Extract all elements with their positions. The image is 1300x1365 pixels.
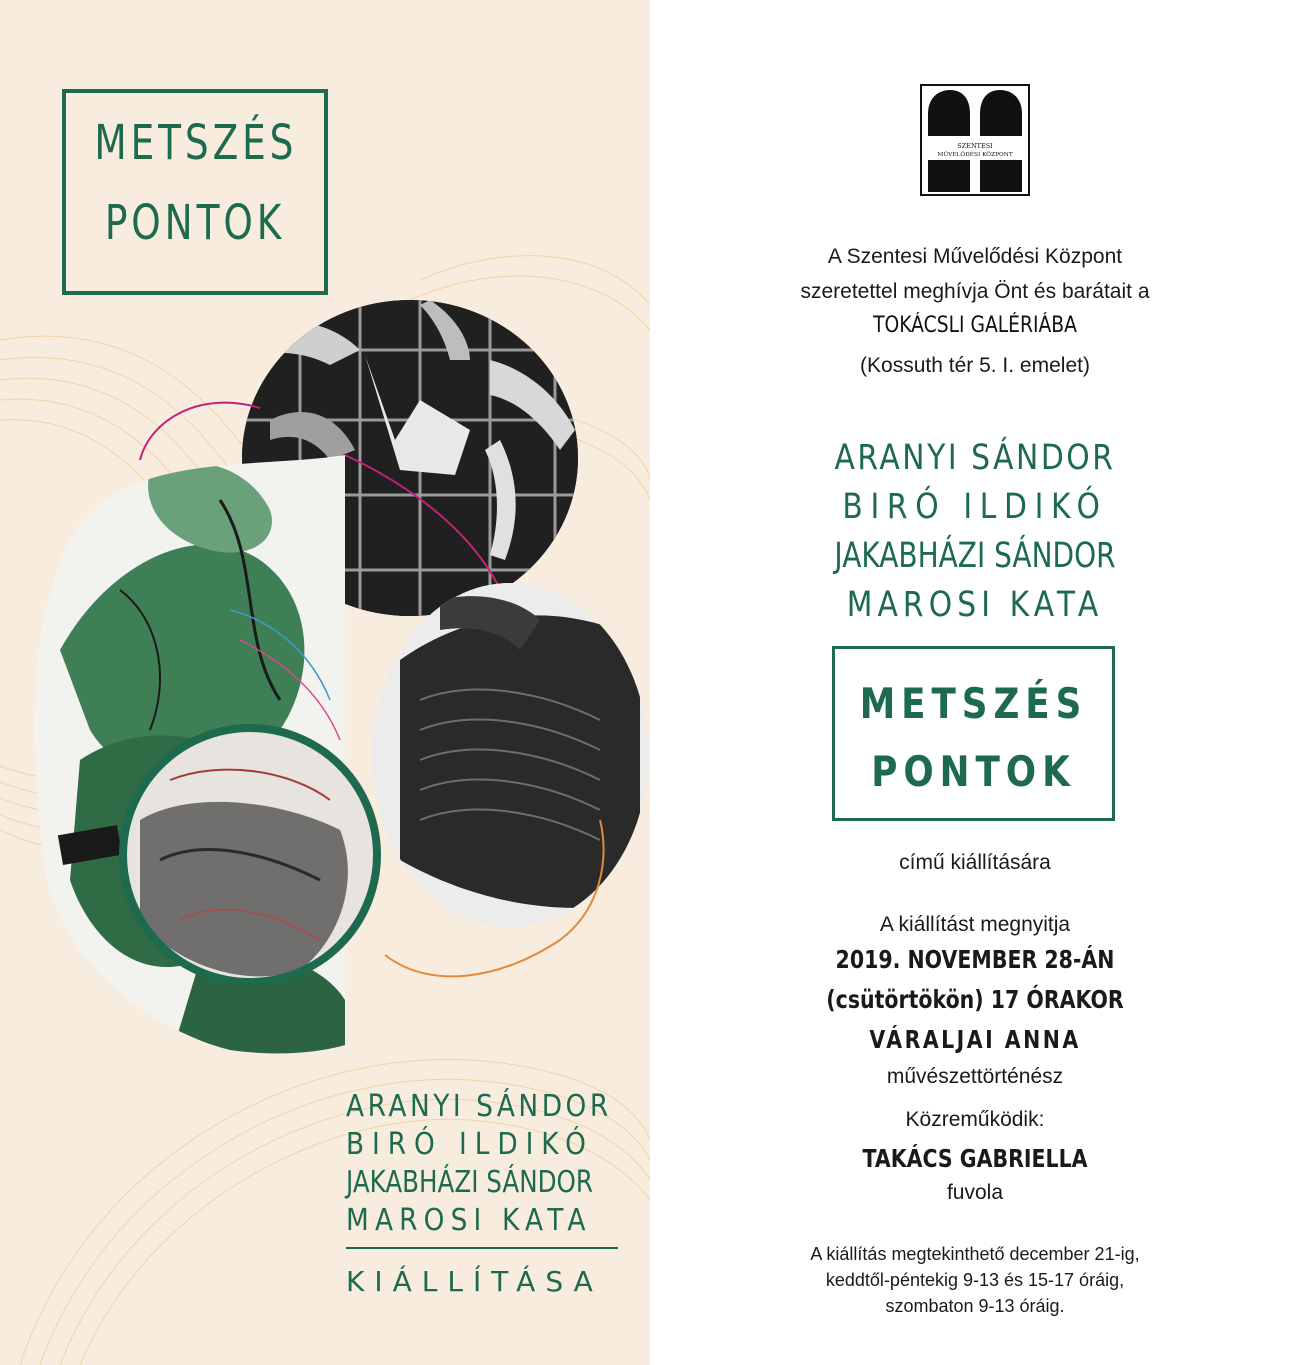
cover-footer: KIÁLLÍTÁSA	[346, 1265, 603, 1298]
performer-name: TAKÁCS GABRIELLA	[862, 1144, 1088, 1173]
cover-title-line2: PONTOK	[104, 195, 286, 251]
artist-3: JAKABHÁZI SÁNDOR	[834, 536, 1116, 576]
opening-label: A kiállítást megnyitja	[879, 913, 1071, 936]
szentesi-logo	[920, 84, 1030, 196]
artist-2: BIRÓ ILDIKÓ	[842, 487, 1108, 527]
gallery-name: TOKÁCSLI GALÉRIÁBA	[873, 313, 1077, 338]
invitation-title-box	[832, 646, 1115, 821]
speaker-role: művészettörténész	[886, 1065, 1064, 1088]
cover-divider	[346, 1247, 618, 1249]
cover-artist-4: MAROSI KATA	[346, 1203, 592, 1238]
logo-text-line2: MŰVELŐDÉSI KÖZPONT	[937, 152, 1013, 158]
cover-artist-3: JAKABHÁZI SÁNDOR	[346, 1165, 594, 1200]
artist-1: ARANYI SÁNDOR	[834, 438, 1116, 478]
cover-title-box	[62, 89, 328, 295]
cover-artist-2: BIRÓ ILDIKÓ	[346, 1127, 594, 1162]
cover-title-line1: METSZÉS	[94, 115, 298, 171]
invitation-title-line2: PONTOK	[871, 747, 1076, 796]
visit-line-3: szombaton 9-13 óráig.	[885, 1296, 1065, 1316]
visit-line-2: keddtől-péntekig 9-13 és 15-17 óráig,	[825, 1270, 1125, 1290]
cover-artist-1: ARANYI SÁNDOR	[346, 1089, 612, 1124]
opening-time: (csütörtökön) 17 ÓRAKOR	[826, 985, 1124, 1014]
logo-text-line1: SZENTESI	[957, 142, 993, 150]
exhibition-subtitle: című kiállítására	[899, 851, 1051, 874]
speaker-name: VÁRALJAI ANNA	[869, 1025, 1081, 1054]
intro-line-1: A Szentesi Művelődési Központ	[827, 245, 1123, 268]
invitation-title-line1: METSZÉS	[859, 679, 1088, 728]
contributor-label: Közreműködik:	[905, 1108, 1045, 1131]
cover-artist-list	[346, 1088, 621, 1240]
opening-date: 2019. NOVEMBER 28-ÁN	[835, 945, 1115, 974]
intro-line-2: szeretettel meghívja Önt és barátait a	[800, 280, 1150, 303]
gallery-address: (Kossuth tér 5. I. emelet)	[860, 354, 1090, 377]
artist-4: MAROSI KATA	[846, 585, 1104, 625]
performer-role: fuvola	[946, 1181, 1004, 1204]
visit-line-1: A kiállítás megtekinthető december 21-ig,	[810, 1244, 1140, 1264]
